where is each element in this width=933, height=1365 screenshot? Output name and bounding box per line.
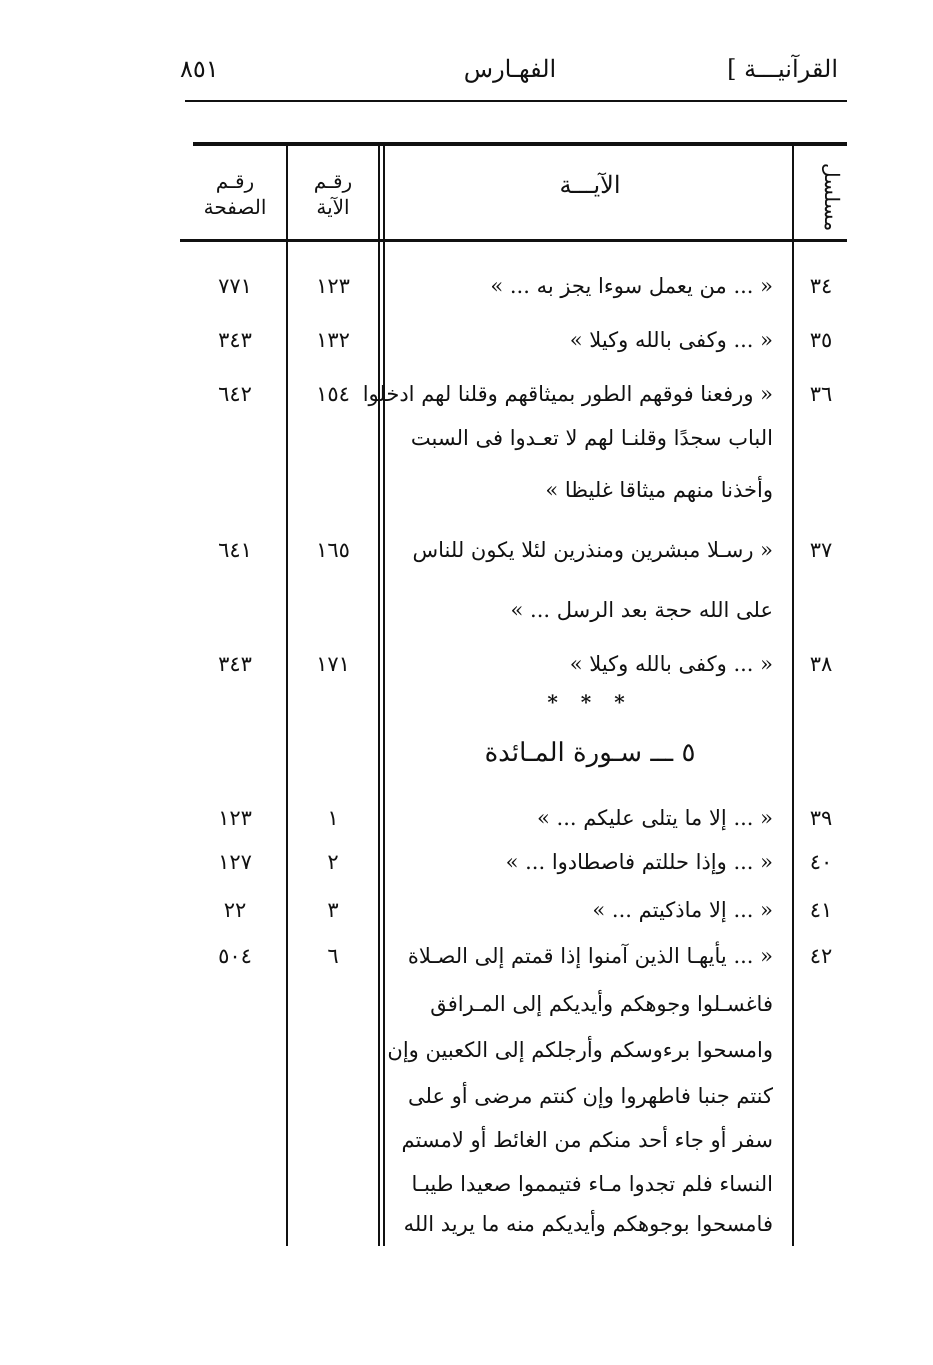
row-serial: ٤١ bbox=[809, 898, 833, 922]
surah-heading: ٥ ـــ سـورة المـائدة bbox=[484, 738, 696, 768]
row-serial: ٣٦ bbox=[809, 382, 833, 406]
row-page-number: ٦٤٢ bbox=[218, 382, 252, 406]
row-aya-number: ١٢٣ bbox=[316, 274, 350, 298]
verse-line: سفر أو جاء أحد منكم من الغائط أو لامستم bbox=[401, 1128, 773, 1152]
verse-line: « ... إلا ماذكيتم ... » bbox=[592, 898, 773, 922]
row-aya-number: ١ bbox=[327, 806, 339, 830]
verse-line: على الله حجة بعد الرسل ... » bbox=[510, 598, 773, 622]
row-serial: ٣٥ bbox=[809, 328, 833, 352]
column-header-serial: مسلسل bbox=[820, 162, 844, 232]
row-page-number: ٢٢ bbox=[223, 898, 247, 922]
verse-line: فامسحوا بوجوهكم وأيديكم منه ما يريد الله bbox=[403, 1212, 773, 1236]
verse-line: الباب سجدًا وقلنـا لهم لا تعـدوا فى السبت bbox=[410, 426, 773, 450]
row-page-number: ٣٤٣ bbox=[218, 328, 252, 352]
column-header-page-number bbox=[188, 168, 282, 220]
column-header-page-line: الصفحة bbox=[203, 195, 267, 219]
column-header-aya-line: رقـم bbox=[313, 169, 353, 193]
row-page-number: ٧٧١ bbox=[218, 274, 252, 298]
row-aya-number: ١٦٥ bbox=[316, 538, 350, 562]
verse-line: وأخذنا منهم ميثاقا غليظا » bbox=[545, 478, 773, 502]
column-header-page-line: رقـم bbox=[215, 169, 255, 193]
verse-line: النساء فلم تجدوا مـاء فتيمموا صعيدا طيبـا bbox=[411, 1172, 773, 1196]
row-aya-number: ١٣٢ bbox=[316, 328, 350, 352]
verse-line: « ... وكفى بالله وكيلا » bbox=[569, 652, 773, 676]
header-book-title: القرآنيـــة ] bbox=[727, 55, 838, 83]
row-aya-number: ٢ bbox=[327, 850, 339, 874]
row-page-number: ١٢٧ bbox=[218, 850, 252, 874]
row-page-number: ١٢٣ bbox=[218, 806, 252, 830]
row-serial: ٣٧ bbox=[809, 538, 833, 562]
row-serial: ٣٨ bbox=[809, 652, 833, 676]
column-header-aya-number bbox=[290, 168, 376, 220]
row-aya-number: ١٧١ bbox=[316, 652, 350, 676]
column-header-verse: الآيـــة bbox=[559, 171, 621, 199]
verse-line: « ... يأيهـا الذين آمنوا إذا قمتم إلى الصـلاة bbox=[407, 944, 773, 968]
verse-line: « ... وإذا حللتم فاصطادوا ... » bbox=[505, 850, 773, 874]
row-aya-number: ٦ bbox=[327, 944, 339, 968]
column-header-aya-line: الآية bbox=[316, 195, 350, 219]
row-page-number: ٣٤٣ bbox=[218, 652, 252, 676]
verse-line: « ورفعنا فوقهم الطور بميثاقهم وقلنا لهم ادخلوا bbox=[362, 382, 773, 406]
header-section-title: الفهـارس bbox=[463, 55, 557, 83]
row-page-number: ٥٠٤ bbox=[218, 944, 252, 968]
column-divider bbox=[286, 146, 288, 1246]
row-serial: ٣٩ bbox=[809, 806, 833, 830]
header-rule bbox=[185, 100, 847, 102]
row-page-number: ٦٤١ bbox=[218, 538, 252, 562]
verse-line: « رسـلا مبشرين ومنذرين لئلا يكون للناس bbox=[412, 538, 773, 562]
column-divider bbox=[383, 146, 385, 1246]
section-separator: * * * bbox=[547, 690, 633, 714]
column-divider bbox=[378, 146, 380, 1246]
row-aya-number: ٣ bbox=[327, 898, 339, 922]
page-number: ٨٥١ bbox=[180, 55, 219, 83]
verse-line: وامسحوا برءوسكم وأرجلكم إلى الكعبين وإن bbox=[387, 1038, 773, 1062]
row-serial: ٣٤ bbox=[809, 274, 833, 298]
verse-line: « ... وكفى بالله وكيلا » bbox=[569, 328, 773, 352]
table-top-rule bbox=[193, 142, 847, 146]
row-serial: ٤٠ bbox=[809, 850, 833, 874]
verse-line: « ... من يعمل سوءا يجز به ... » bbox=[490, 274, 773, 298]
verse-line: « ... إلا ما يتلى عليكم ... » bbox=[537, 806, 773, 830]
row-aya-number: ١٥٤ bbox=[316, 382, 350, 406]
row-serial: ٤٢ bbox=[809, 944, 833, 968]
column-divider bbox=[792, 146, 794, 1246]
verse-line: فاغسـلوا وجوهكم وأيديكم إلى المـرافق bbox=[430, 992, 773, 1016]
verse-line: كنتم جنبا فاطهروا وإن كنتم مرضى أو على bbox=[408, 1084, 773, 1108]
table-header-rule bbox=[180, 239, 847, 242]
